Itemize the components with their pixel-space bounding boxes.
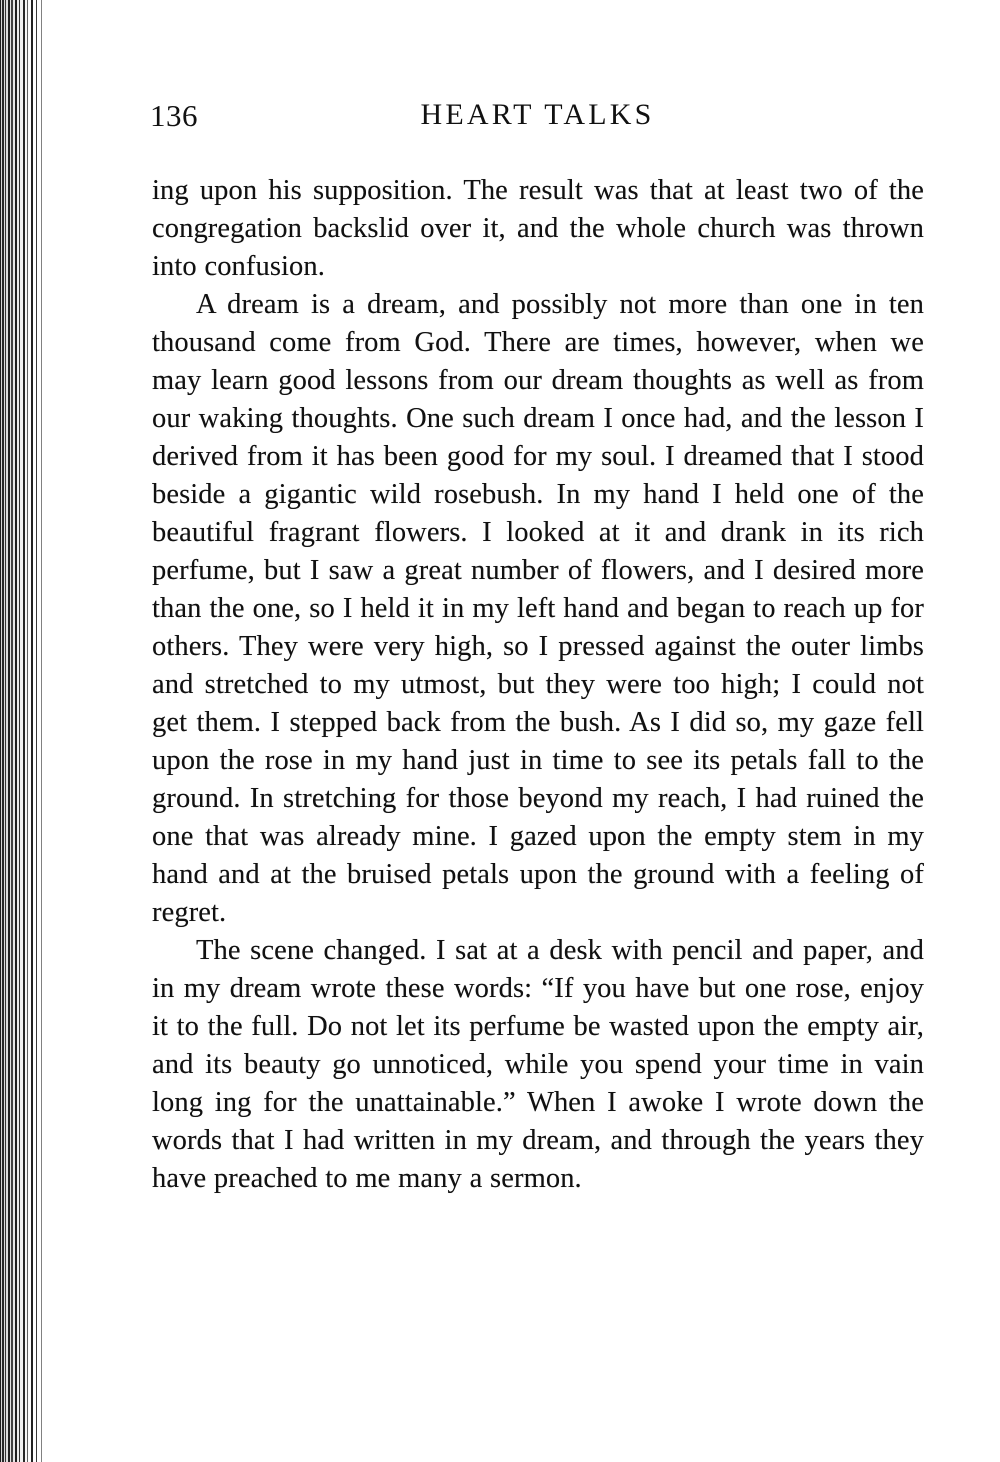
paragraph: A dream is a dream, and possibly not more than one in ten thousand come from God. There are times, however, when we may learn good lessons from our dream thoughts as well as from our waking thoughts. One such dream I once had, and the lesson I derived from it has been good for my soul. I dreamed that I stood beside a gigantic wild rosebush. In my hand I held one of the beautiful fragrant flowers. I looked at it and drank in its rich perfume, but I saw a great number of flowers, and I desired more than the one, so I held it in my left hand and began to reach up for others. They were very high, so I pressed against the outer limbs and stretched to my utmost, but they were too high; I could not get them. I stepped back from the bush. As I did so, my gaze fell upon the rose in my hand just in time to see its petals fall to the ground. In stretching for those beyond my reach, I had ruined the one that was already mine. I gazed upon the empty stem in my hand and at the bruised petals upon the ground with a feeling of regret. <box>152 289 924 928</box>
running-head-title: HEART TALKS <box>420 98 655 131</box>
page-body <box>152 172 924 1198</box>
page-header <box>150 98 925 140</box>
scan-gutter-shadow <box>0 0 46 1462</box>
paragraph: The scene changed. I sat at a desk with pencil and paper, and in my dream wrote these words: “If you have but one rose, enjoy it to the full. Do not let its perfume be wasted upon the empty air, and its beauty go unnoticed, while you spend your time in vain long ing for the unattainable.” When I awoke I wrote down the words that I had written in my dream, and through the years they have preached to me many a sermon. <box>152 935 924 1194</box>
paragraph: ing upon his supposition. The result was that at least two of the congregation backslid over it, and the whole church was thrown into confusion. <box>152 175 924 282</box>
page-number: 136 <box>150 98 198 133</box>
